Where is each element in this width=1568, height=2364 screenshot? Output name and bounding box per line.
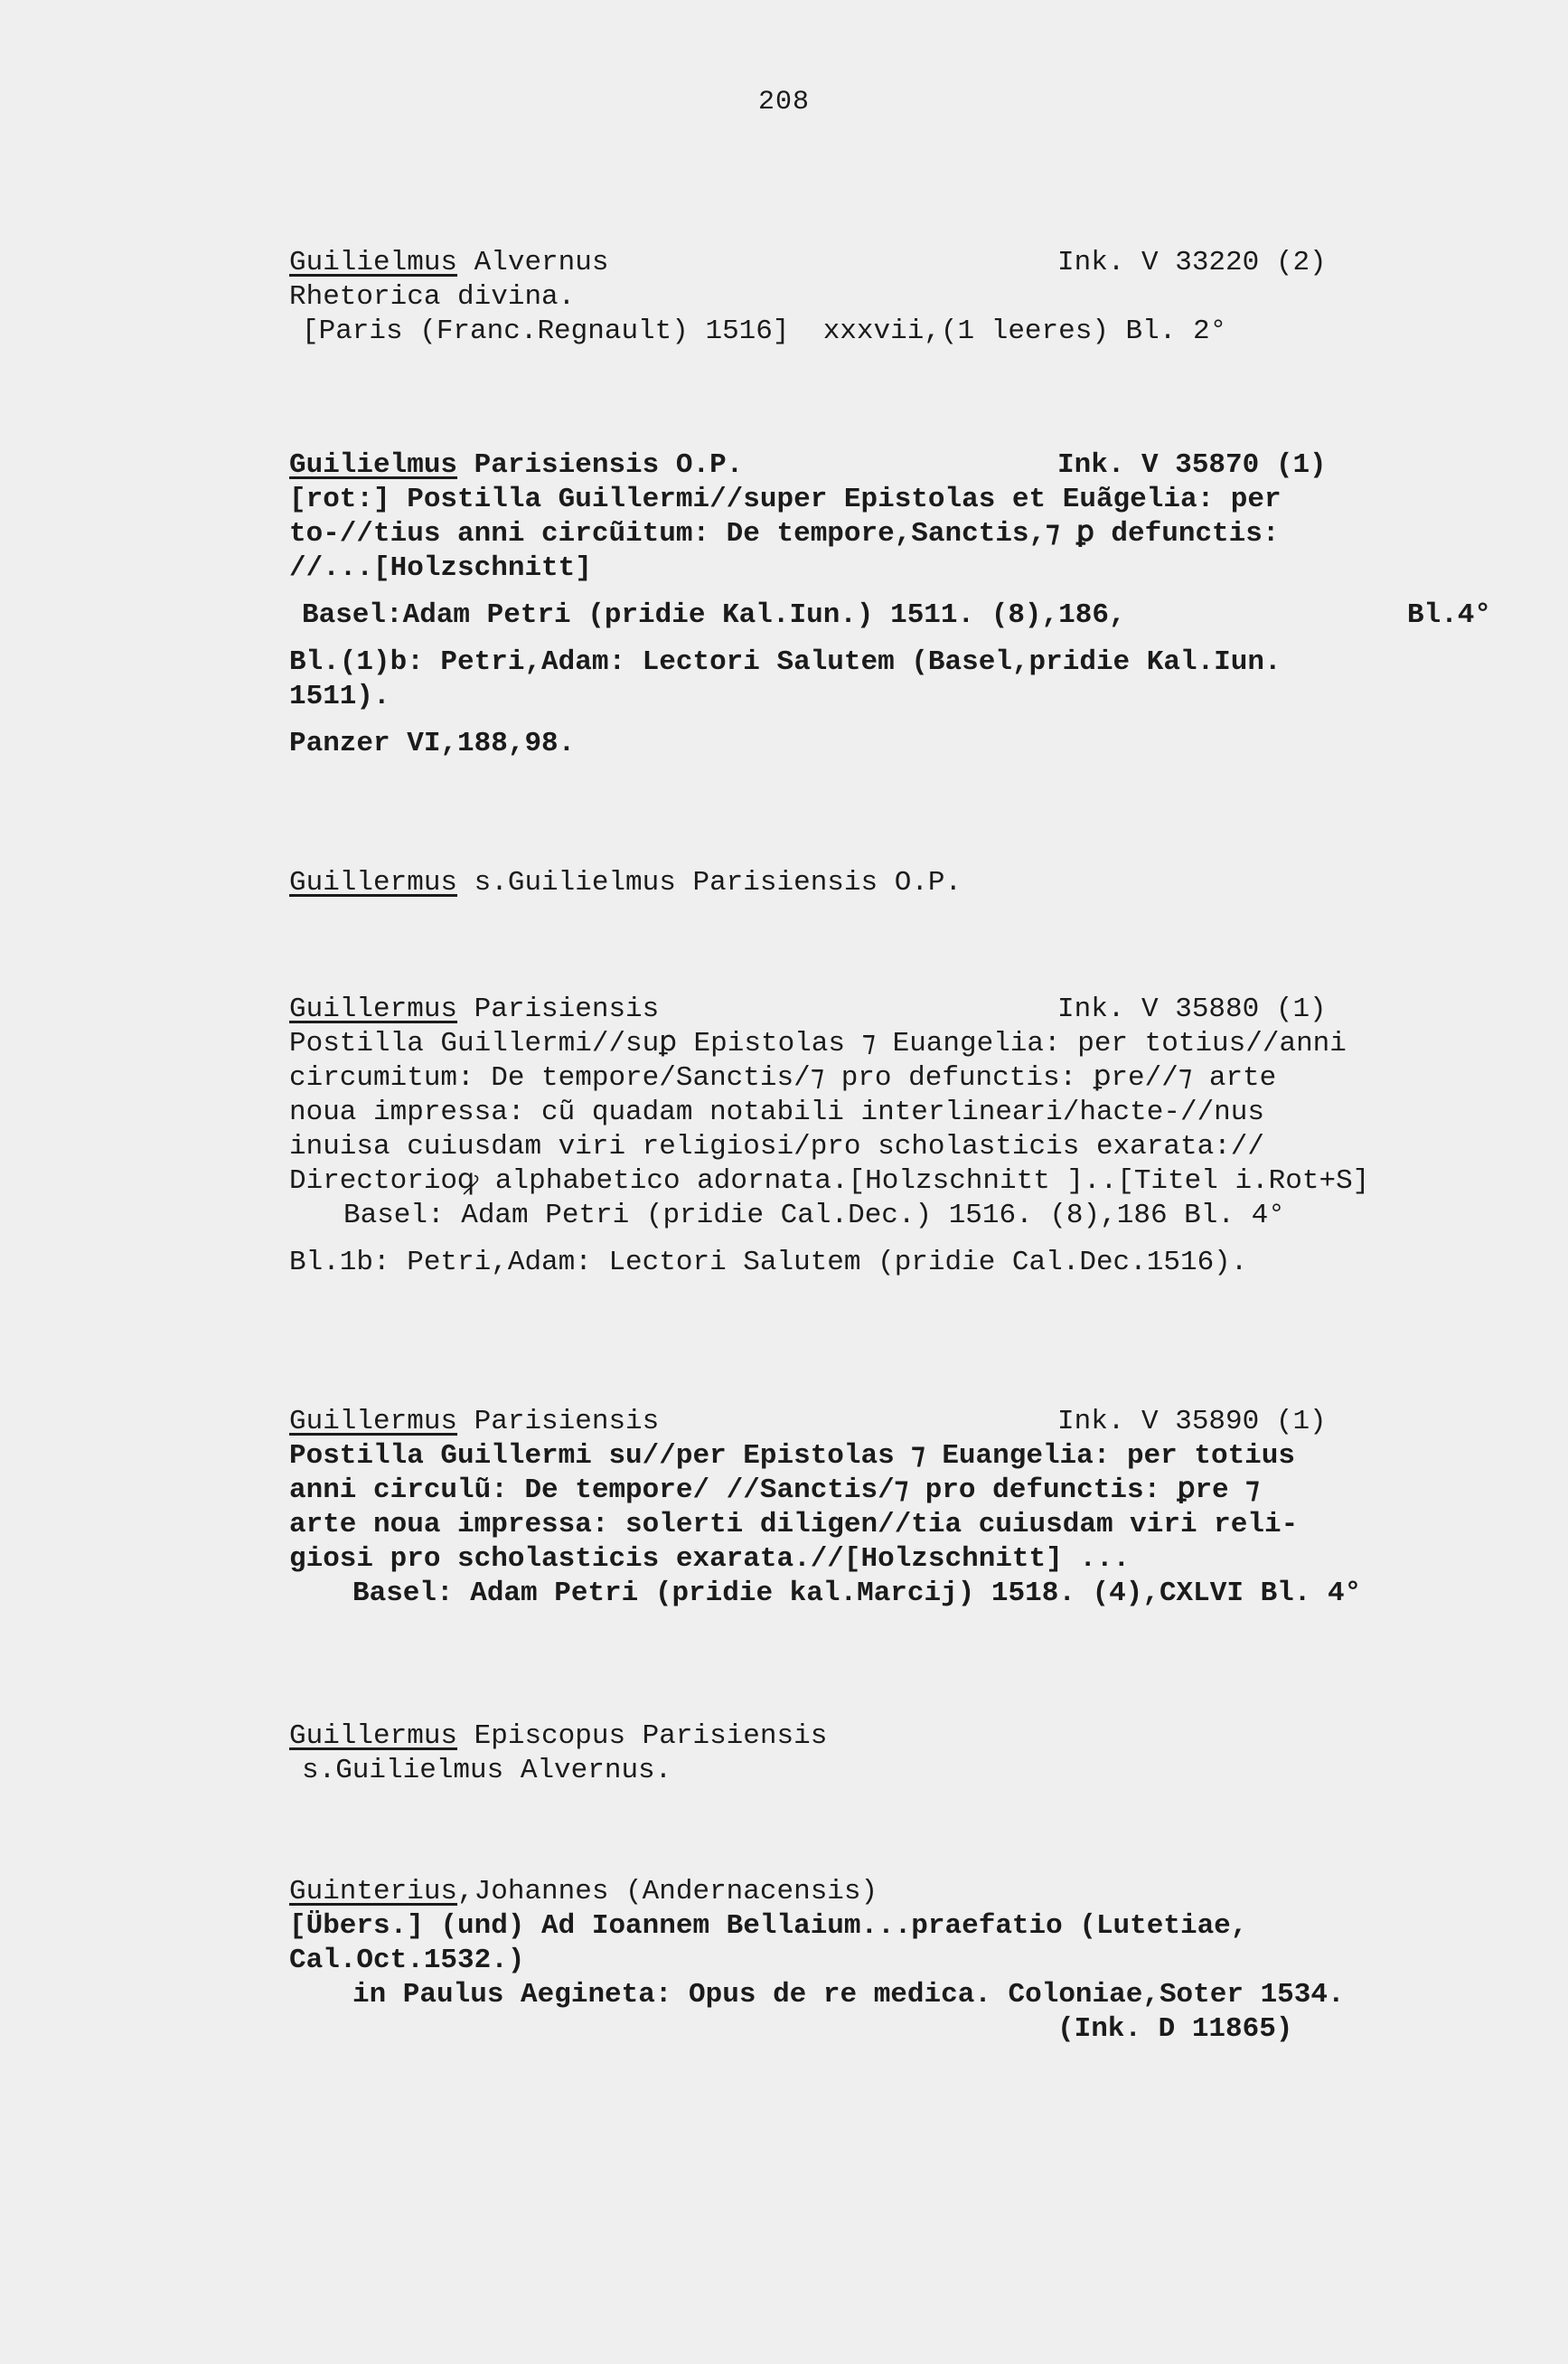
entry-text-line: giosi pro scholasticis exarata.//[Holzschnitt] ... <box>289 1543 1131 1575</box>
catalog-entry <box>289 1405 1491 1611</box>
heading-rest: Alvernus <box>457 247 609 278</box>
entry-note: Bl.1b: Petri,Adam: Lectori Salutem (pridie Cal.Dec.1516). <box>289 1247 1248 1278</box>
format-text: Bl.4° <box>1406 599 1491 631</box>
entry-heading <box>289 448 1491 483</box>
entry-heading <box>289 1875 1491 1909</box>
heading-name: Guillermus <box>289 1720 458 1752</box>
heading-name: Guillermus <box>289 1406 458 1437</box>
entry-text-line: anni circulũ: De tempore/ //Sanctis/⁊ pro defunctis: ꝑre ⁊ <box>289 1474 1260 1506</box>
heading-name: Guillermus <box>289 867 458 899</box>
entry-heading <box>289 246 1491 280</box>
entry-imprint: Basel: Adam Petri (pridie kal.Marcij) 1518. (4),CXLVI Bl. 4° <box>352 1578 1362 1609</box>
entry-heading <box>289 1719 1491 1754</box>
catalog-entry <box>289 866 1491 900</box>
shelfmark: Ink. V 35890 (1) <box>1057 1406 1327 1437</box>
heading-name: Guilielmus <box>289 449 458 481</box>
catalog-entry <box>289 1719 1491 1788</box>
heading-rest: Parisiensis O.P. <box>457 449 744 481</box>
entry-text-line: circumitum: De tempore/Sanctis/⁊ pro defunctis: ꝑre//⁊ arte <box>289 1062 1277 1094</box>
entry-cross-reference: s.Guilielmus Alvernus. <box>302 1755 672 1786</box>
entry-note: 1511). <box>289 681 390 712</box>
heading-name: Guilielmus <box>289 247 458 278</box>
entry-heading <box>289 866 1491 900</box>
entry-imprint <box>289 598 1491 633</box>
entry-title: Rhetorica divina. <box>289 281 576 313</box>
entry-text-line: Cal.Oct.1532.) <box>289 1945 525 1976</box>
heading-rest: Episcopus Parisiensis <box>457 1720 828 1752</box>
shelfmark: Ink. V 35870 (1) <box>1057 449 1327 481</box>
entry-heading <box>289 993 1491 1027</box>
entry-imprint: [Paris (Franc.Regnault) 1516] xxxvii,(1 leeres) Bl. 2° <box>302 316 1227 347</box>
entry-text-line: Postilla Guillermi su//per Epistolas ⁊ Euangelia: per totius <box>289 1440 1295 1472</box>
entry-text-line: inuisa cuiusdam viri religiosi/pro scholasticis exarata:// <box>289 1131 1264 1163</box>
heading-rest: Parisiensis <box>457 994 660 1025</box>
entry-text-line: [rot:] Postilla Guillermi//super Epistolas et Euãgelia: per <box>289 484 1282 515</box>
entry-text-line: //...[Holzschnitt] <box>289 552 592 584</box>
page-number: 208 <box>757 87 810 118</box>
entry-text-line: [Übers.] (und) Ad Ioannem Bellaium...praefatio (Lutetiae, <box>289 1910 1248 1942</box>
shelfmark: Ink. V 33220 (2) <box>1057 247 1327 278</box>
catalog-entry <box>289 1875 1491 2047</box>
catalog-entry <box>289 993 1491 1280</box>
entry-heading <box>289 1405 1491 1439</box>
entry-text-line: to-//tius anni circũitum: De tempore,Sanctis,⁊ ꝑ defunctis: <box>289 518 1280 550</box>
entry-imprint: Basel: Adam Petri (pridie Cal.Dec.) 1516. (8),186 Bl. 4° <box>343 1200 1285 1231</box>
heading-rest: ,Johannes (Andernacensis) <box>457 1876 878 1907</box>
imprint-text: Basel:Adam Petri (pridie Kal.Iun.) 1511. (8),186, <box>302 599 1126 631</box>
heading-rest: s.Guilielmus Parisiensis O.P. <box>457 867 962 899</box>
heading-name: Guinterius <box>289 1876 458 1907</box>
shelfmark: Ink. V 35880 (1) <box>1057 994 1327 1025</box>
heading-rest: Parisiensis <box>457 1406 660 1437</box>
catalog-entry <box>289 246 1491 349</box>
entry-note: Bl.(1)b: Petri,Adam: Lectori Salutem (Basel,pridie Kal.Iun. <box>289 646 1282 678</box>
entry-shelfmark-line: (Ink. D 11865) <box>1057 2013 1293 2045</box>
entry-text-line: Postilla Guillermi//suꝑ Epistolas ⁊ Euangelia: per totius//anni <box>289 1028 1347 1060</box>
entry-source: in Paulus Aegineta: Opus de re medica. Coloniae,Soter 1534. <box>352 1979 1345 2011</box>
entry-reference: Panzer VI,188,98. <box>289 728 576 759</box>
entry-text-line: arte noua impressa: solerti diligen//tia cuiusdam viri reli- <box>289 1509 1299 1540</box>
entry-text-line: noua impressa: cũ quadam notabili interlineari/hacte-//nus <box>289 1097 1264 1128</box>
catalog-entry <box>289 448 1491 761</box>
entry-text-line: Directorioꝙ alphabetico adornata.[Holzschnitt ]..[Titel i.Rot+S] <box>289 1165 1370 1197</box>
heading-name: Guillermus <box>289 994 458 1025</box>
